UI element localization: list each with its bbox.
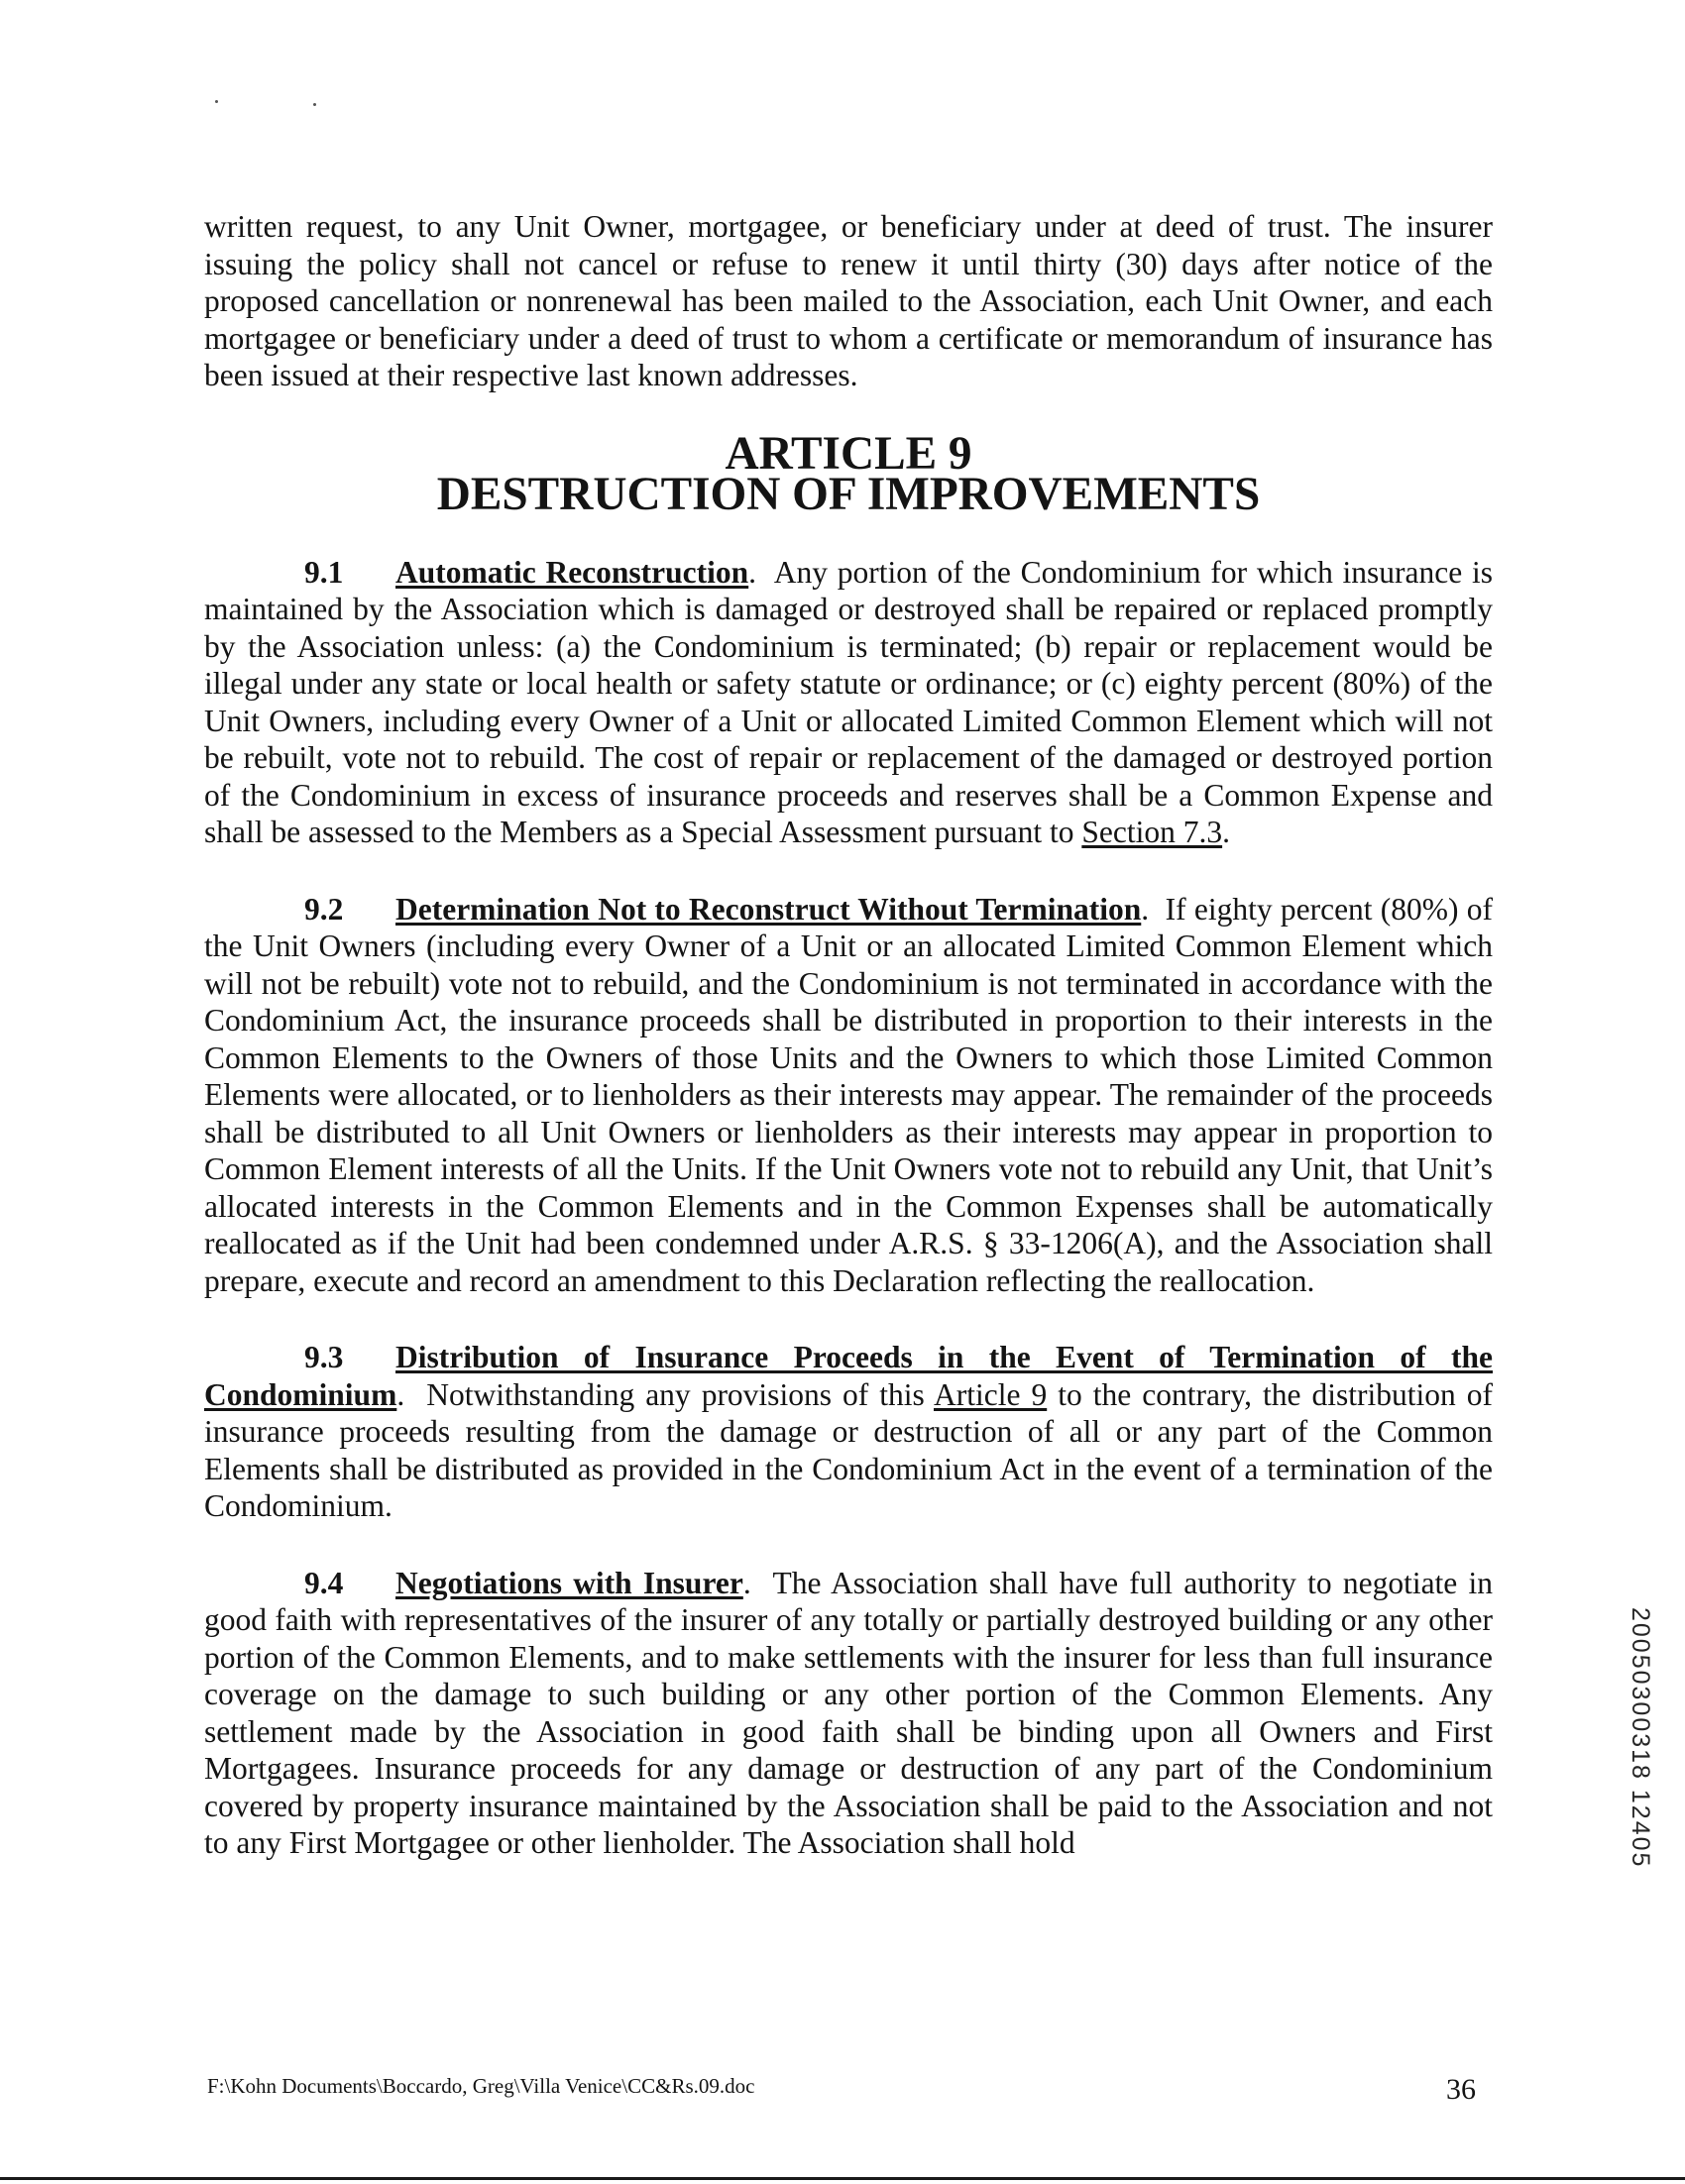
spacer — [204, 1299, 1493, 1339]
section-title: Negotiations with Insurer — [395, 1565, 743, 1600]
article-title: DESTRUCTION OF IMPROVEMENTS — [436, 468, 1261, 520]
section-9-3: 9.3 Distribution of Insurance Proceeds in the Event of Termination of the Condominium. Notwithstanding any provisions of this Article 9 to the contrary, the distribution of insurance proceeds resulting from the damage or destruction of all or any part of the Common Elements shall be distributed as provided in the Condominium Act in the event of a termination of the Condominium. — [204, 1340, 1493, 1523]
scan-edge-line — [0, 2177, 1685, 2180]
section-body-continued: to the contrary, the distribution of insurance proceeds resulting from the damage or destruction of all or any part of the Common Elements shall be distributed as provided in the Condominium Act in the event of a termination of the Condominium. — [204, 1376, 1493, 1523]
section-title: Determination Not to Reconstruct Without Termination — [395, 891, 1142, 927]
section-body: Notwithstanding any provisions of this — [426, 1376, 934, 1412]
section-body: If eighty percent (80%) of the Unit Owners (including every Owner of a Unit or an allocated Limited Common Element which will not be rebuilt) vote not to rebuild, and the Condominium is not terminated in accordance with the Condominium Act, the insurance proceeds shall be distributed in proportion to their interests in the Common Elements to the Owners of those Units and the Owners to which those Limited Common Elements were allocated, or to lienholders as their interests may appear. The remainder of the proceeds shall be distributed to all Unit Owners or lienholders as their interests may appear in proportion to Common Element interests of all the Units. If the Unit Owners vote not to rebuild any Unit, that Unit’s allocated interests in the Common Elements and in the Common Expenses shall be automatically reallocated as if the Unit had been condemned under A.R.S. § 33-1206(A), and the Association shall prepare, execute and record an amendment to this Declaration reflecting the reallocation. — [204, 891, 1494, 1298]
section-reference: Article 9 — [934, 1376, 1048, 1412]
section-body: The Association shall have full authority to negotiate in good faith with representatives of the insurer of any totally or partially destroyed building or any other portion of the Common Elements, and to make settlements with the insurer for less than full insurance coverage on the damage to such building or any other portion of the Common Elements. Any settlement made by the Association in good faith shall be binding upon all Owners and First Mortgagees. Insurance proceeds for any damage or destruction of any part of the Condominium covered by property insurance maintained by the Association shall be paid to the Association and not to any First Mortgagee or other lienholder. The Association shall hold — [204, 1565, 1493, 1860]
section-body-tail: . — [1222, 815, 1230, 849]
section-9-4: 9.4 Negotiations with Insurer. The Association shall have full authority to negotiate in good faith with representatives of the insurer of any totally or partially destroyed building or any other portion of the Common Elements, and to make settlements with the insurer for less than full insurance coverage on the damage to such building or any other portion of the Common Elements. Any settlement made by the Association in good faith shall be binding upon all Owners and First Mortgagees. Insurance proceeds for any damage or destruction of any part of the Condominium covered by property insurance maintained by the Association shall be paid to the Association and not to any First Mortgagee or other lienholder. The Association shall hold — [204, 1565, 1493, 1860]
section-reference: Section 7.3 — [1081, 815, 1223, 849]
page-number: 36 — [1446, 2073, 1476, 2106]
document-body — [204, 208, 1493, 1862]
section-number: 9.1 — [304, 554, 344, 590]
spacer — [204, 515, 1493, 554]
section-number: 9.4 — [304, 1565, 344, 1600]
article-number: ARTICLE 9 — [725, 427, 972, 480]
spacer — [204, 1525, 1493, 1565]
section-body: Any portion of the Condominium for which insurance is maintained by the Association which is damaged or destroyed shall be repaired or replaced promptly by the Association unless: (a) the Condominium is terminated; (b) repair or replacement would be illegal under any state or local health or safety statute or ordinance; or (c) eighty percent (80%) of the Unit Owners, including every Owner of a Unit or allocated Limited Common Element which will not be rebuilt, vote not to rebuild. The cost of repair or replacement of the damaged or destroyed portion of the Condominium in excess of insurance proceeds and reserves shall be a Common Expense and shall be assessed to the Members as a Special Assessment pursuant to — [204, 554, 1493, 849]
section-title: Automatic Reconstruction — [395, 554, 749, 590]
scan-speck — [313, 103, 316, 106]
section-number: 9.3 — [304, 1340, 344, 1374]
section-title: Distribution of Insurance Proceeds in the Event of Termination of the Condominium — [204, 1340, 1493, 1412]
scan-speck — [215, 100, 218, 103]
section-9-1: 9.1 Automatic Reconstruction. Any portion of the Condominium for which insurance is maintained by the Association which is damaged or destroyed shall be repaired or replaced promptly by the Association unless: (a) the Condominium is terminated; (b) repair or replacement would be illegal under any state or local health or safety statute or ordinance; or (c) eighty percent (80%) of the Unit Owners, including every Owner of a Unit or allocated Limited Common Element which will not be rebuilt, vote not to rebuild. The cost of repair or replacement of the damaged or destroyed portion of the Condominium in excess of insurance proceeds and reserves shall be a Common Expense and shall be assessed to the Members as a Special Assessment pursuant to Section 7.3. — [204, 554, 1493, 849]
section-9-2: 9.2 Determination Not to Reconstruct Without Termination. If eighty percent (80%) of the Unit Owners (including every Owner of a Unit or an allocated Limited Common Element which will not be rebuilt) vote not to rebuild, and the Condominium is not terminated in accordance with the Condominium Act, the insurance proceeds shall be distributed in proportion to their interests in the Common Elements to the Owners of those Units and the Owners to which those Limited Common Elements were allocated, or to lienholders as their interests may appear. The remainder of the proceeds shall be distributed to all Unit Owners or lienholders as their interests may appear in proportion to Common Element interests of all the Units. If the Unit Owners vote not to rebuild any Unit, that Unit’s allocated interests in the Common Elements and in the Common Expenses shall be automatically reallocated as if the Unit had been condemned under A.R.S. § 33-1206(A), and the Association shall prepare, execute and record an amendment to this Declaration reflecting the reallocation. — [204, 891, 1494, 1298]
continuation-paragraph: written request, to any Unit Owner, mortgagee, or beneficiary under at deed of trust. The insurer issuing the policy shall not cancel or refuse to renew it until thirty (30) days after notice of the proposed cancellation or nonrenewal has been mailed to the Association, each Unit Owner, and each mortgagee or beneficiary under a deed of trust to whom a certificate or memorandum of insurance has been issued at their respective last known addresses. — [204, 209, 1493, 392]
spacer — [204, 851, 1493, 891]
footer-file-path: F:\Kohn Documents\Boccardo, Greg\Villa Venice\CC&Rs.09.doc — [207, 2074, 755, 2098]
recording-number-stamp: 20050300318 12405 — [1627, 1607, 1654, 1869]
section-number: 9.2 — [304, 891, 344, 927]
